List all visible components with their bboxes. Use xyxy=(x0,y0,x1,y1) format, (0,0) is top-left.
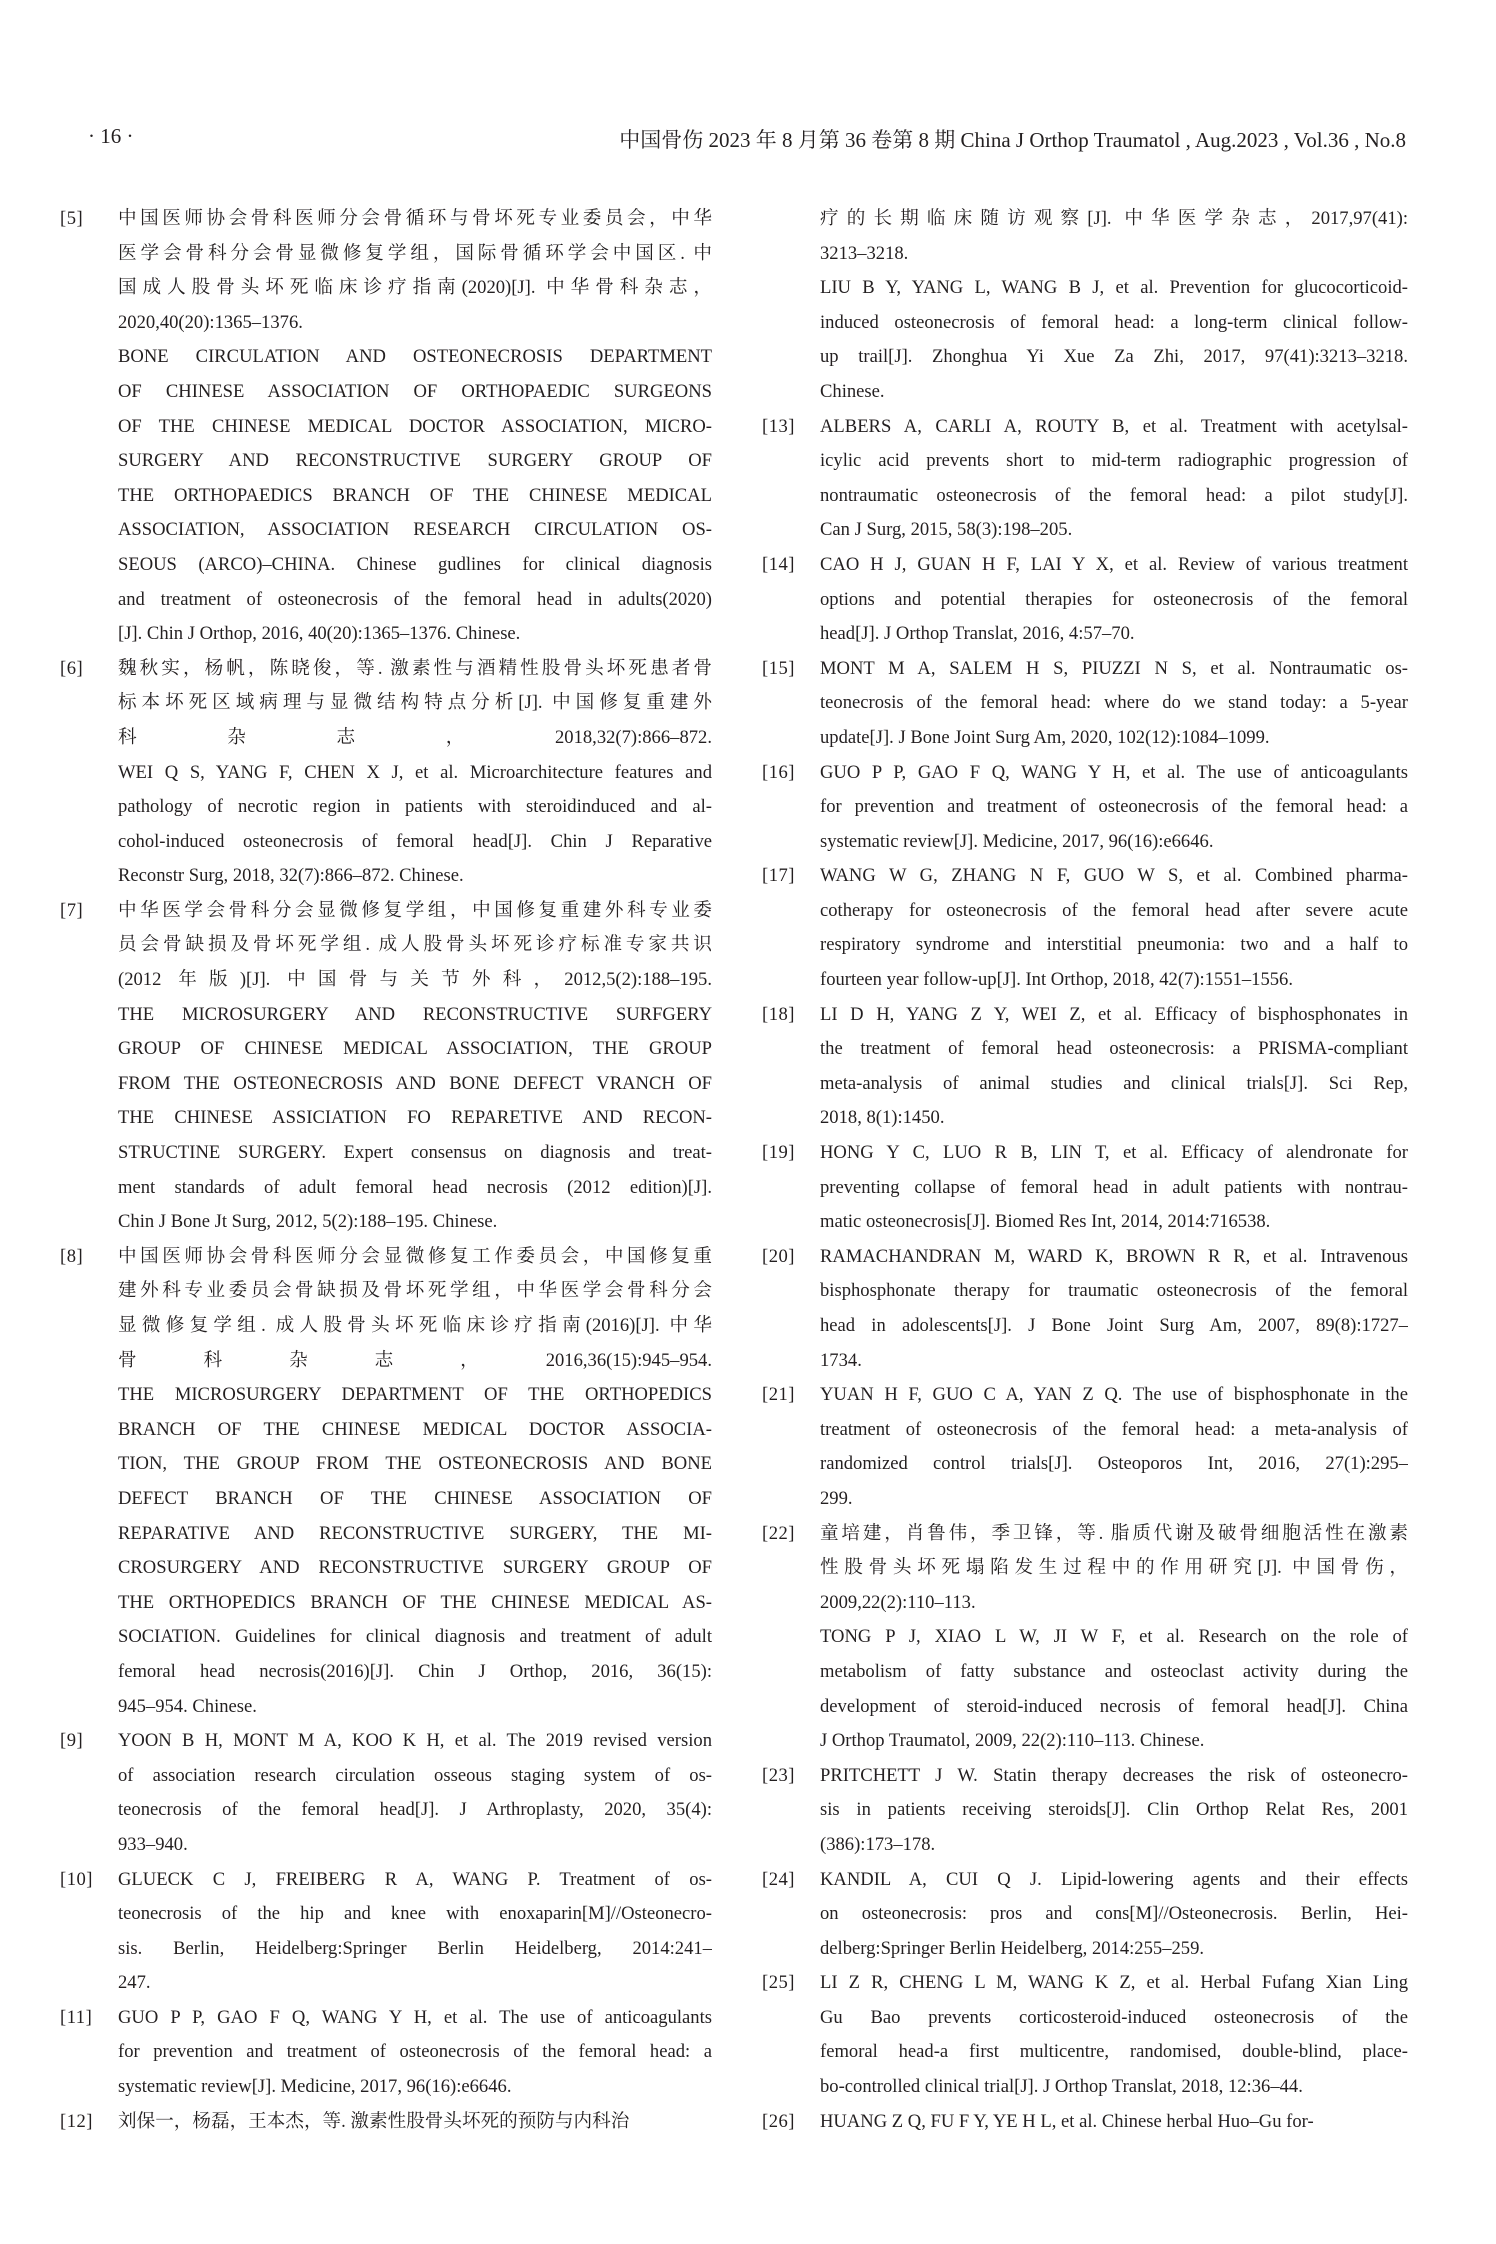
reference-line: SOCIATION. Guidelines for clinical diagnosis and treatment of adult xyxy=(118,1626,712,1648)
references-right-column xyxy=(762,202,1408,2139)
reference-line: 性股骨头坏死塌陷发生过程中的作用研究[J]. 中国骨伤， xyxy=(820,1557,1408,1579)
page-header xyxy=(88,124,1406,156)
reference-line: PRITCHETT J W. Statin therapy decreases the risk of osteonecro- xyxy=(820,1764,1408,1786)
reference-line: J Orthop Traumatol, 2009, 22(2):110–113. Chinese. xyxy=(820,1730,1205,1752)
reference-line: 刘保一，杨磊，王本杰，等. 激素性股骨头坏死的预防与内科治 xyxy=(118,2110,630,2132)
reference-number: [12] xyxy=(60,2110,93,2132)
reference-line: teonecrosis of the femoral head: where do we stand today: a 5-year xyxy=(820,692,1408,714)
reference-line: cohol-induced osteonecrosis of femoral head[J]. Chin J Reparative xyxy=(118,830,712,852)
reference-number: [19] xyxy=(762,1142,795,1164)
reference-number: [26] xyxy=(762,2110,795,2132)
reference-line: LIU B Y, YANG L, WANG B J, et al. Prevention for glucocorticoid- xyxy=(820,277,1408,299)
reference-number: [21] xyxy=(762,1384,795,1406)
reference-line: 显微修复学组. 成人股骨头坏死临床诊疗指南(2016)[J]. 中华 xyxy=(118,1315,712,1336)
reference-line: SEOUS (ARCO)–CHINA. Chinese gudlines for clinical diagnosis xyxy=(118,553,712,575)
reference-line: on osteonecrosis: pros and cons[M]//Osteonecrosis. Berlin, Hei- xyxy=(820,1903,1408,1925)
reference-line: Can J Surg, 2015, 58(3):198–205. xyxy=(820,519,1073,541)
reference-line: respiratory syndrome and interstitial pneumonia: two and a half to xyxy=(820,934,1408,956)
reference-line: THE MICROSURGERY AND RECONSTRUCTIVE SURFGERY xyxy=(118,1003,712,1025)
reference-number: [22] xyxy=(762,1522,795,1544)
reference-line: THE MICROSURGERY DEPARTMENT OF THE ORTHOPEDICS xyxy=(118,1384,712,1406)
reference-line: [J]. Chin J Orthop, 2016, 40(20):1365–1376. Chinese. xyxy=(118,623,521,645)
reference-line: bisphosphonate therapy for traumatic osteonecrosis of the femoral xyxy=(820,1280,1408,1302)
reference-line: Chin J Bone Jt Surg, 2012, 5(2):188–195. Chinese. xyxy=(118,1211,498,1233)
reference-line: pathology of necrotic region in patients with steroidinduced and al- xyxy=(118,796,712,818)
reference-line: options and potential therapies for osteonecrosis of the femoral xyxy=(820,588,1408,610)
reference-number: [20] xyxy=(762,1245,795,1267)
references-left-column xyxy=(60,202,712,2139)
reference-line: 1734. xyxy=(820,1349,862,1371)
journal-header: 中国骨伤 2023 年 8 月第 36 卷第 8 期 China J Orthop Traumatol , Aug.2023 , Vol.36 , No.8 xyxy=(619,128,1406,152)
reference-item xyxy=(762,1517,1408,1759)
reference-line: (386):173–178. xyxy=(820,1833,936,1855)
reference-line: HONG Y C, LUO R B, LIN T, et al. Efficacy of alendronate for xyxy=(820,1142,1408,1164)
reference-line: head in adolescents[J]. J Bone Joint Surg Am, 2007, 89(8):1727– xyxy=(820,1315,1408,1336)
reference-line: induced osteonecrosis of femoral head: a long-term clinical follow- xyxy=(820,311,1408,333)
reference-item xyxy=(762,1240,1408,1378)
reference-line: of association research circulation osseous staging system of os- xyxy=(118,1764,712,1786)
reference-number: [16] xyxy=(762,761,795,783)
reference-line: and treatment of osteonecrosis of the femoral head in adults(2020) xyxy=(118,588,712,610)
reference-line: 骨科杂志，2016,36(15):945–954. xyxy=(118,1349,712,1371)
reference-number: [17] xyxy=(762,865,795,887)
reference-number: [25] xyxy=(762,1972,795,1994)
reference-line: delberg:Springer Berlin Heidelberg, 2014:255–259. xyxy=(820,1937,1205,1959)
reference-line: for prevention and treatment of osteonecrosis of the femoral head: a xyxy=(118,2041,712,2063)
reference-line: BRANCH OF THE CHINESE MEDICAL DOCTOR ASSOCIA- xyxy=(118,1418,712,1440)
reference-number: [23] xyxy=(762,1764,795,1786)
reference-item xyxy=(762,1136,1408,1240)
reference-line: systematic review[J]. Medicine, 2017, 96(16):e6646. xyxy=(118,2076,512,2098)
reference-number: [13] xyxy=(762,415,795,437)
reference-item xyxy=(762,1966,1408,2104)
reference-line: RAMACHANDRAN M, WARD K, BROWN R R, et al. Intravenous xyxy=(820,1245,1408,1267)
reference-line: FROM THE OSTEONECROSIS AND BONE DEFECT VRANCH OF xyxy=(118,1072,712,1094)
reference-line: GLUECK C J, FREIBERG R A, WANG P. Treatment of os- xyxy=(118,1868,712,1890)
reference-line: 945–954. Chinese. xyxy=(118,1695,257,1717)
reference-number: [9] xyxy=(60,1730,84,1752)
reference-item xyxy=(762,548,1408,652)
reference-line: SURGERY AND RECONSTRUCTIVE SURGERY GROUP OF xyxy=(118,450,712,472)
reference-line: systematic review[J]. Medicine, 2017, 96(16):e6646. xyxy=(820,830,1214,852)
reference-line: REPARATIVE AND RECONSTRUCTIVE SURGERY, THE MI- xyxy=(118,1522,712,1544)
reference-line: 2020,40(20):1365–1376. xyxy=(118,311,303,333)
reference-item xyxy=(762,410,1408,548)
reference-line: 中国医师协会骨科医师分会骨循环与骨坏死专业委员会，中华 xyxy=(118,208,712,229)
reference-line: up trail[J]. Zhonghua Yi Xue Za Zhi, 2017, 97(41):3213–3218. xyxy=(820,346,1408,368)
reference-line: GUO P P, GAO F Q, WANG Y H, et al. The use of anticoagulants xyxy=(118,2006,712,2028)
reference-line: TONG P J, XIAO L W, JI W F, et al. Research on the role of xyxy=(820,1626,1408,1648)
reference-line: 2018, 8(1):1450. xyxy=(820,1107,945,1129)
reference-line: OF THE CHINESE MEDICAL DOCTOR ASSOCIATION, MICRO- xyxy=(118,415,712,437)
reference-line: GROUP OF CHINESE MEDICAL ASSOCIATION, THE GROUP xyxy=(118,1038,712,1060)
reference-line: LI D H, YANG Z Y, WEI Z, et al. Efficacy of bisphosphonates in xyxy=(820,1003,1408,1025)
reference-line: sis. Berlin, Heidelberg:Springer Berlin Heidelberg, 2014:241– xyxy=(118,1937,712,1959)
reference-number: [10] xyxy=(60,1868,93,1890)
reference-item xyxy=(60,652,712,894)
reference-item xyxy=(762,1863,1408,1967)
reference-item xyxy=(60,1240,712,1724)
reference-line: YOON B H, MONT M A, KOO K H, et al. The 2019 revised version xyxy=(118,1730,712,1752)
reference-line: GUO P P, GAO F Q, WANG Y H, et al. The use of anticoagulants xyxy=(820,761,1408,783)
reference-line: nontraumatic osteonecrosis of the femoral head: a pilot study[J]. xyxy=(820,484,1408,506)
reference-line: Reconstr Surg, 2018, 32(7):866–872. Chinese. xyxy=(118,865,464,887)
reference-line: THE ORTHOPEDICS BRANCH OF THE CHINESE MEDICAL AS- xyxy=(118,1591,712,1613)
reference-line: head[J]. J Orthop Translat, 2016, 4:57–70. xyxy=(820,623,1135,645)
reference-line: icylic acid prevents short to mid-term radiographic progression of xyxy=(820,450,1408,472)
reference-line: teonecrosis of the hip and knee with enoxaparin[M]//Osteonecro- xyxy=(118,1903,712,1925)
reference-line: for prevention and treatment of osteonecrosis of the femoral head: a xyxy=(820,796,1408,818)
reference-item xyxy=(762,2105,1408,2140)
reference-number: [8] xyxy=(60,1245,84,1267)
reference-item xyxy=(60,894,712,1240)
reference-line: WANG W G, ZHANG N F, GUO W S, et al. Combined pharma- xyxy=(820,865,1408,887)
reference-item xyxy=(60,202,712,652)
reference-line: DEFECT BRANCH OF THE CHINESE ASSOCIATION OF xyxy=(118,1487,712,1509)
reference-item xyxy=(60,1863,712,2001)
reference-item xyxy=(762,859,1408,997)
reference-item xyxy=(60,2105,712,2140)
reference-line: development of steroid-induced necrosis of femoral head[J]. China xyxy=(820,1695,1408,1717)
reference-line: HUANG Z Q, FU F Y, YE H L, et al. Chinese herbal Huo–Gu for- xyxy=(820,2110,1314,2132)
reference-line: 国成人股骨头坏死临床诊疗指南(2020)[J]. 中华骨科杂志， xyxy=(118,277,712,299)
reference-line: 933–940. xyxy=(118,1833,188,1855)
reference-line: Gu Bao prevents corticosteroid-induced osteonecrosis of the xyxy=(820,2006,1408,2028)
reference-line: OF CHINESE ASSOCIATION OF ORTHOPAEDIC SURGEONS xyxy=(118,380,712,402)
reference-line: ALBERS A, CARLI A, ROUTY B, et al. Treatment with acetylsal- xyxy=(820,415,1408,437)
reference-line: THE CHINESE ASSICIATION FO REPARETIVE AND RECON- xyxy=(118,1107,712,1129)
reference-item xyxy=(762,998,1408,1136)
reference-line: 建外科专业委员会骨缺损及骨坏死学组，中华医学会骨科分会 xyxy=(118,1280,712,1302)
reference-line: KANDIL A, CUI Q J. Lipid-lowering agents and their effects xyxy=(820,1868,1408,1890)
reference-line: 299. xyxy=(820,1487,853,1509)
reference-line: sis in patients receiving steroids[J]. Clin Orthop Relat Res, 2001 xyxy=(820,1799,1408,1821)
reference-line: 医学会骨科分会骨显微修复学组，国际骨循环学会中国区. 中 xyxy=(118,242,712,264)
reference-line: femoral head-a first multicentre, randomised, double-blind, place- xyxy=(820,2041,1408,2063)
reference-number: [15] xyxy=(762,657,795,679)
reference-line: 3213–3218. xyxy=(820,242,909,264)
reference-line: TION, THE GROUP FROM THE OSTEONECROSIS AND BONE xyxy=(118,1453,712,1475)
reference-item xyxy=(762,202,1408,410)
reference-line: 247. xyxy=(118,1972,151,1994)
reference-number: [6] xyxy=(60,657,84,679)
reference-line: 中国医师协会骨科医师分会显微修复工作委员会，中国修复重 xyxy=(118,1245,712,1267)
reference-line: metabolism of fatty substance and osteoclast activity during the xyxy=(820,1660,1408,1682)
reference-line: femoral head necrosis(2016)[J]. Chin J Orthop, 2016, 36(15): xyxy=(118,1660,712,1682)
reference-line: preventing collapse of femoral head in adult patients with nontrau- xyxy=(820,1176,1408,1198)
reference-item xyxy=(762,1759,1408,1863)
reference-line: update[J]. J Bone Joint Surg Am, 2020, 102(12):1084–1099. xyxy=(820,726,1270,748)
page-number: · 16 · xyxy=(88,124,134,148)
reference-line: teonecrosis of the femoral head[J]. J Arthroplasty, 2020, 35(4): xyxy=(118,1799,712,1821)
reference-number: [14] xyxy=(762,553,795,575)
reference-line: BONE CIRCULATION AND OSTEONECROSIS DEPARTMENT xyxy=(118,346,712,368)
reference-item xyxy=(762,1378,1408,1516)
reference-line: ment standards of adult femoral head necrosis (2012 edition)[J]. xyxy=(118,1176,712,1198)
reference-line: treatment of osteonecrosis of the femoral head: a meta-analysis of xyxy=(820,1418,1408,1440)
reference-number: [5] xyxy=(60,208,84,229)
reference-line: LI Z R, CHENG L M, WANG K Z, et al. Herbal Fufang Xian Ling xyxy=(820,1972,1408,1994)
reference-line: the treatment of femoral head osteonecrosis: a PRISMA-compliant xyxy=(820,1038,1408,1060)
reference-line: randomized control trials[J]. Osteoporos Int, 2016, 27(1):295– xyxy=(820,1453,1408,1475)
reference-line: cotherapy for osteonecrosis of the femoral head after severe acute xyxy=(820,899,1408,921)
reference-line: CROSURGERY AND RECONSTRUCTIVE SURGERY GROUP OF xyxy=(118,1557,712,1579)
reference-line: 标本坏死区域病理与显微结构特点分析[J]. 中国修复重建外 xyxy=(118,692,712,714)
reference-line: meta-analysis of animal studies and clinical trials[J]. Sci Rep, xyxy=(820,1072,1408,1094)
reference-line: 科杂志，2018,32(7):866–872. xyxy=(118,726,712,748)
reference-number: [24] xyxy=(762,1868,795,1890)
reference-item xyxy=(762,652,1408,756)
reference-line: WEI Q S, YANG F, CHEN X J, et al. Microarchitecture features and xyxy=(118,761,712,783)
reference-line: THE ORTHOPAEDICS BRANCH OF THE CHINESE MEDICAL xyxy=(118,484,712,506)
reference-line: 员会骨缺损及骨坏死学组. 成人股骨头坏死诊疗标准专家共识 xyxy=(118,934,712,956)
reference-line: 魏秋实，杨帆，陈晓俊，等. 激素性与酒精性股骨头坏死患者骨 xyxy=(118,657,712,679)
reference-line: matic osteonecrosis[J]. Biomed Res Int, 2014, 2014:716538. xyxy=(820,1211,1271,1233)
reference-item xyxy=(60,1724,712,1862)
reference-line: MONT M A, SALEM H S, PIUZZI N S, et al. Nontraumatic os- xyxy=(820,657,1408,679)
reference-item xyxy=(762,756,1408,860)
reference-line: ASSOCIATION, ASSOCIATION RESEARCH CIRCULATION OS- xyxy=(118,519,712,541)
reference-line: STRUCTINE SURGERY. Expert consensus on diagnosis and treat- xyxy=(118,1142,712,1164)
reference-line: Chinese. xyxy=(820,380,885,402)
reference-line: CAO H J, GUAN H F, LAI Y X, et al. Review of various treatment xyxy=(820,553,1408,575)
reference-line: (2012 年版)[J]. 中国骨与关节外科，2012,5(2):188–195. xyxy=(118,969,712,991)
reference-number: [18] xyxy=(762,1003,795,1025)
reference-line: YUAN H F, GUO C A, YAN Z Q. The use of bisphosphonate in the xyxy=(820,1384,1408,1406)
reference-line: 中华医学会骨科分会显微修复学组，中国修复重建外科专业委 xyxy=(118,899,712,921)
reference-item xyxy=(60,2001,712,2105)
reference-line: fourteen year follow-up[J]. Int Orthop, 2018, 42(7):1551–1556. xyxy=(820,969,1294,991)
reference-line: 疗的长期临床随访观察[J]. 中华医学杂志，2017,97(41): xyxy=(820,208,1408,229)
reference-line: 2009,22(2):110–113. xyxy=(820,1591,976,1613)
reference-line: bo-controlled clinical trial[J]. J Orthop Translat, 2018, 12:36–44. xyxy=(820,2076,1303,2098)
reference-number: [11] xyxy=(60,2006,93,2028)
reference-line: 童培建，肖鲁伟，季卫锋，等. 脂质代谢及破骨细胞活性在激素 xyxy=(820,1522,1408,1544)
reference-number: [7] xyxy=(60,899,84,921)
